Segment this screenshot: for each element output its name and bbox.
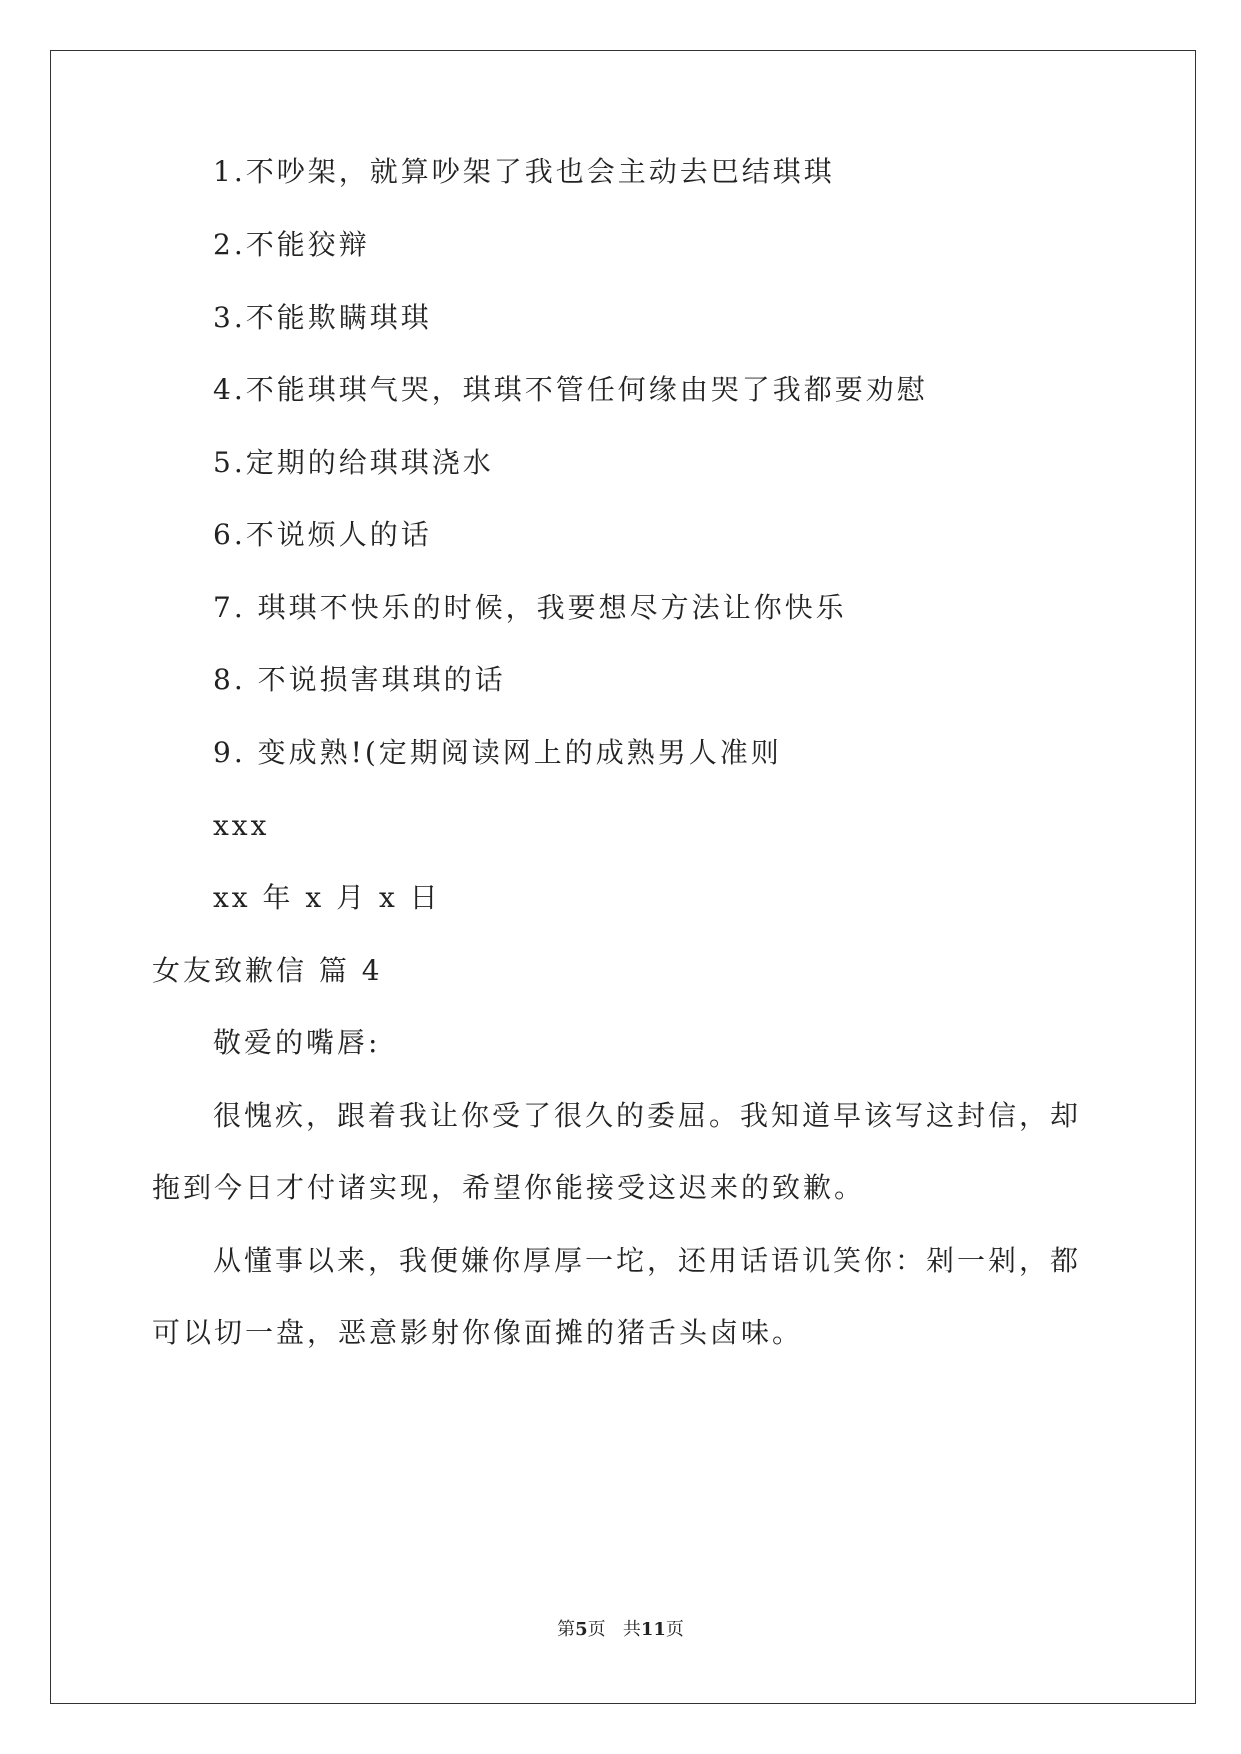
list-item-3: 3.不能欺瞒琪琪: [213, 301, 432, 334]
date: xx 年 x 月 x 日: [213, 881, 441, 914]
list-item-5: 5.定期的给琪琪浇水: [213, 446, 494, 479]
footer-total-pages: 11: [640, 1619, 666, 1640]
footer-prefix: 第: [557, 1619, 576, 1640]
paragraph-2-line-2: 可以切一盘，恶意影射你像面摊的猪舌头卤味。: [152, 1316, 804, 1349]
footer-total-unit: 页: [665, 1619, 684, 1640]
paragraph-1-line-1: 很愧疚，跟着我让你受了很久的委屈。我知道早该写这封信，却: [213, 1099, 1082, 1132]
page-footer: [0, 1618, 1241, 1642]
list-item-6: 6.不说烦人的话: [213, 518, 432, 551]
list-item-4: 4.不能琪琪气哭，琪琪不管任何缘由哭了我都要劝慰: [213, 373, 928, 406]
signature: xxx: [213, 809, 270, 842]
list-item-2: 2.不能狡辩: [213, 228, 370, 261]
list-item-8: 8. 不说损害琪琪的话: [213, 663, 506, 696]
paragraph-1-line-2: 拖到今日才付诸实现，希望你能接受这迟来的致歉。: [152, 1171, 866, 1204]
section-title: 女友致歉信 篇 4: [152, 954, 383, 987]
paragraph-2-line-1: 从懂事以来，我便嫌你厚厚一坨，还用话语讥笑你：剁一剁，都: [213, 1244, 1082, 1277]
list-item-1: 1.不吵架，就算吵架了我也会主动去巴结琪琪: [213, 155, 835, 188]
footer-total-prefix: 共: [622, 1619, 641, 1640]
footer-page-unit: 页: [587, 1619, 606, 1640]
list-item-7: 7. 琪琪不快乐的时候，我要想尽方法让你快乐: [213, 591, 847, 624]
list-item-9: 9. 变成熟!(定期阅读网上的成熟男人准则: [213, 736, 782, 769]
footer-current-page: 5: [575, 1619, 588, 1640]
salutation: 敬爱的嘴唇:: [213, 1026, 381, 1059]
